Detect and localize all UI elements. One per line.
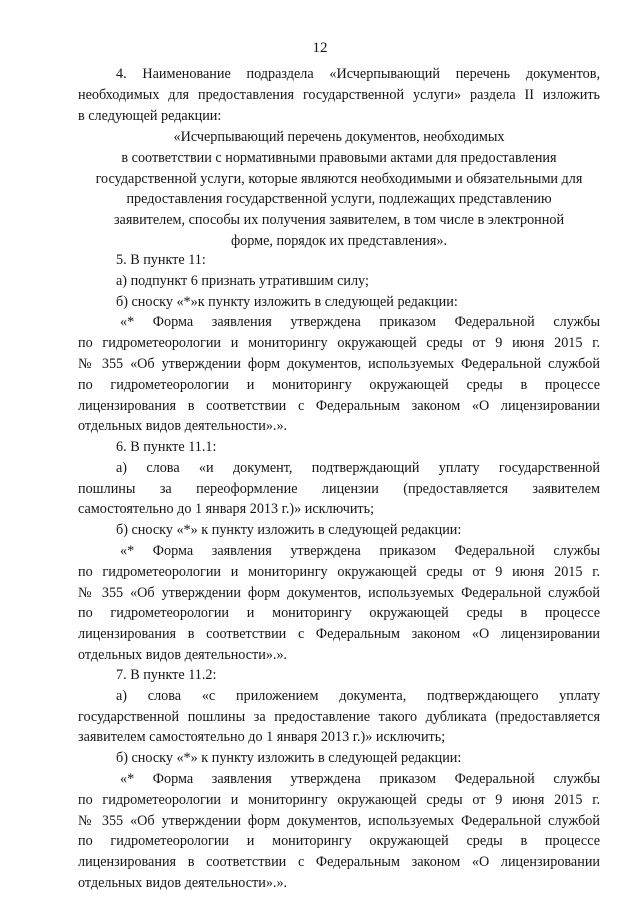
footnote-line: по гидрометеорологии и мониторингу окружающей среды в процессе	[78, 376, 600, 393]
footnote-line: лицензирования в соответствии с Федеральным законом «О лицензировании	[78, 626, 600, 643]
section-5-heading: 5. В пункте 11:	[116, 252, 206, 268]
section-6-item-b: б) сноску «*» к пункту изложить в следующей редакции:	[116, 522, 462, 539]
quote-line: в соответствии с нормативными правовыми актами для предоставления	[121, 149, 557, 166]
footnote-line: «* Форма заявления утверждена приказом Федеральной службы	[120, 770, 600, 787]
section-6-item-a-line: а) слова «и документ, подтверждающий уплату государственной	[116, 459, 600, 476]
footnote-line: лицензирования в соответствии с Федеральным законом «О лицензировании	[78, 397, 600, 414]
footnote-line: «* Форма заявления утверждена приказом Федеральной службы	[120, 542, 600, 559]
footnote-line: лицензирования в соответствии с Федеральным законом «О лицензировании	[78, 854, 600, 871]
section-6-item-a-line: пошлины за переоформление лицензии (предоставляется заявителем	[78, 480, 600, 497]
section-5-item-a: а) подпункт 6 признать утратившим силу;	[116, 272, 369, 289]
section-6-heading: 6. В пункте 11.1:	[116, 439, 217, 455]
section-7-item-a-line: заявителем самостоятельно до 1 января 2013 г.)» исключить;	[78, 729, 446, 746]
footnote-line: по гидрометеорологии и мониторингу окружающей среды в процессе	[78, 605, 600, 622]
footnote-line: по гидрометеорологии и мониторингу окружающей среды в процессе	[78, 833, 600, 850]
section-4-quote	[78, 127, 600, 252]
footnote-line: № 355 «Об утверждении форм документов, используемых Федеральной службой	[78, 812, 600, 829]
section-7-item-a-line: а) слова «с приложением документа, подтверждающего уплату	[116, 687, 600, 704]
section-6-item-a-line: самостоятельно до 1 января 2013 г.)» исключить;	[78, 501, 375, 518]
section-4-line: необходимых для предоставления государственной услуги» раздела II изложить	[78, 86, 600, 103]
footnote-line: отдельных видов деятельности».».	[78, 874, 288, 891]
section-5	[78, 250, 600, 437]
section-7	[78, 665, 600, 894]
footnote-line: «* Форма заявления утверждена приказом Федеральной службы	[120, 314, 600, 331]
quote-line: заявителем, способы их получения заявителем, в том числе в электронной	[113, 212, 565, 229]
footnote-line: по гидрометеорологии и мониторингу окружающей среды от 9 июня 2015 г.	[78, 563, 600, 580]
section-4-line: в следующей редакции:	[78, 107, 222, 124]
quote-line: форме, порядок их представления».	[230, 232, 448, 249]
footnote-line: по гидрометеорологии и мониторингу окружающей среды от 9 июня 2015 г.	[78, 791, 600, 808]
section-4-line: 4. Наименование подраздела «Исчерпывающий перечень документов,	[116, 66, 600, 82]
section-7-item-a-line: государственной пошлины за предоставление такого дубликата (предоставляется	[78, 708, 600, 725]
section-7-item-b: б) сноску «*» к пункту изложить в следующей редакции:	[116, 750, 462, 767]
quote-line: государственной услуги, которые являются необходимыми и обязательными для	[95, 170, 583, 187]
section-5-item-b: б) сноску «*»к пункту изложить в следующей редакции:	[116, 293, 458, 310]
quote-line: предоставления государственной услуги, подлежащих представлению	[126, 191, 552, 208]
section-7-heading: 7. В пункте 11.2:	[116, 667, 217, 683]
footnote-line: № 355 «Об утверждении форм документов, используемых Федеральной службой	[78, 355, 600, 372]
footnote-line: отдельных видов деятельности».».	[78, 646, 288, 663]
section-4	[78, 64, 600, 126]
section-6	[78, 437, 600, 666]
footnote-line: по гидрометеорологии и мониторингу окружающей среды от 9 июня 2015 г.	[78, 335, 600, 352]
page-number: 12	[312, 40, 328, 56]
footnote-line: отдельных видов деятельности».».	[78, 418, 288, 435]
footnote-line: № 355 «Об утверждении форм документов, используемых Федеральной службой	[78, 584, 600, 601]
quote-line: «Исчерпывающий перечень документов, необходимых	[173, 129, 505, 145]
